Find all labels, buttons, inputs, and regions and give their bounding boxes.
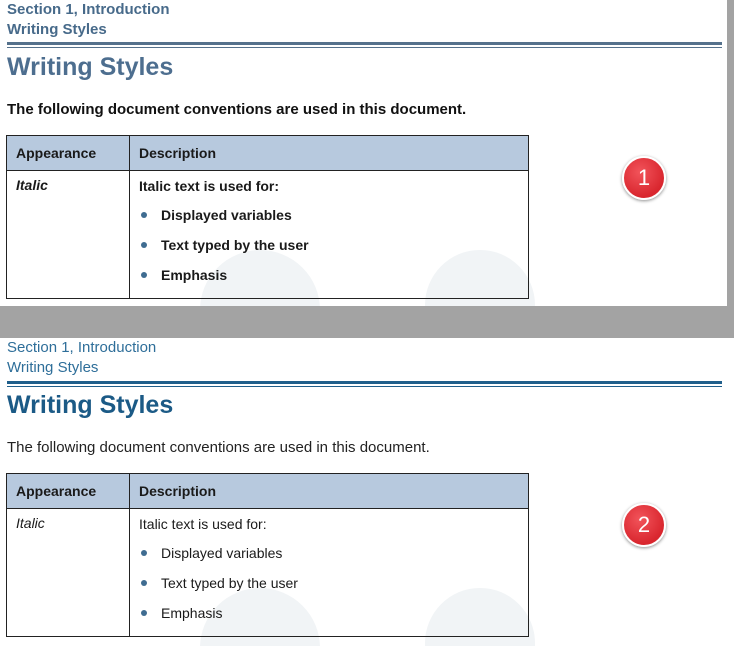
number-badge-2: 2 (622, 503, 666, 547)
list-item (139, 543, 519, 563)
cell-description (130, 509, 529, 637)
list-item (139, 205, 519, 225)
table-header-row (7, 136, 529, 171)
header-rule (7, 381, 722, 384)
bullet-icon (141, 610, 147, 616)
breadcrumb-topic: Writing Styles (7, 359, 99, 376)
table-header-row (7, 474, 529, 509)
column-header-description: Description (130, 136, 529, 171)
breadcrumb (7, 338, 156, 378)
header-rule-thin (7, 47, 722, 48)
list-item (139, 235, 519, 255)
window-edge (727, 0, 734, 306)
breadcrumb-section: Section 1, Introduction (7, 1, 170, 18)
list-item-text: Text typed by the user (161, 575, 298, 591)
list-item (139, 265, 519, 285)
bullet-list (139, 205, 519, 285)
column-header-appearance: Appearance (7, 136, 130, 171)
table-row (7, 171, 529, 299)
description-lead: Italic text is used for: (139, 178, 280, 194)
breadcrumb-section: Section 1, Introduction (7, 339, 157, 356)
list-item-text: Emphasis (161, 605, 223, 621)
list-item-text: Displayed variables (161, 545, 283, 561)
bullet-list (139, 543, 519, 623)
bullet-icon (141, 272, 147, 278)
intro-paragraph: The following document conventions are used in this document. (7, 101, 467, 118)
page-title: Writing Styles (7, 53, 174, 81)
list-item-text: Displayed variables (161, 207, 292, 223)
header-rule (7, 42, 722, 45)
bullet-icon (141, 212, 147, 218)
separator-band (0, 306, 734, 338)
page-title: Writing Styles (7, 391, 174, 419)
table-row (7, 509, 529, 637)
column-header-appearance: Appearance (7, 474, 130, 509)
header-rule-thin (7, 386, 722, 387)
cell-description (130, 171, 529, 299)
document-panel-1 (0, 0, 727, 306)
list-item (139, 603, 519, 623)
breadcrumb-topic: Writing Styles (7, 21, 107, 38)
bullet-icon (141, 580, 147, 586)
list-item (139, 573, 519, 593)
bullet-icon (141, 242, 147, 248)
cell-appearance: Italic (7, 509, 130, 637)
document-panel-2 (0, 338, 734, 646)
cell-appearance: Italic (7, 171, 130, 299)
list-item-text: Text typed by the user (161, 237, 309, 253)
breadcrumb (7, 0, 170, 40)
list-item-text: Emphasis (161, 267, 228, 283)
description-lead: Italic text is used for: (139, 516, 267, 532)
conventions-table (6, 473, 529, 637)
bullet-icon (141, 550, 147, 556)
intro-paragraph: The following document conventions are used in this document. (7, 439, 430, 456)
number-badge-1: 1 (622, 156, 666, 200)
conventions-table (6, 135, 529, 299)
column-header-description: Description (130, 474, 529, 509)
